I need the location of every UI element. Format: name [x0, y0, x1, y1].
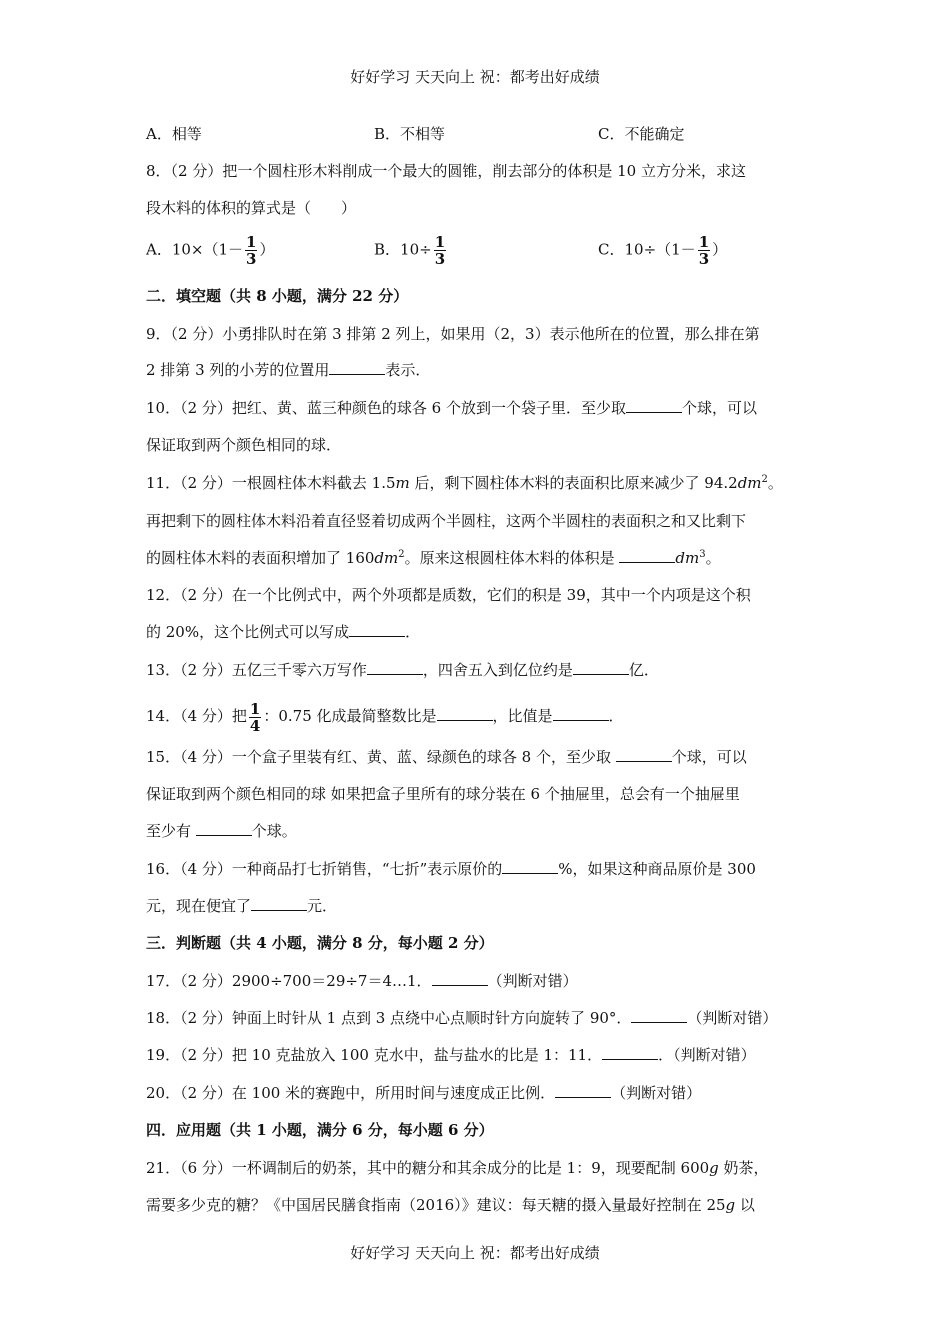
- section-2-heading: 二．填空题（共 8 小题，满分 22 分）: [146, 287, 409, 305]
- q8-option-c-prefix: C．10÷（1－: [598, 240, 696, 259]
- unit-g: g: [725, 1196, 736, 1214]
- page-footer: 好好学习 天天向上 祝：都考出好成绩: [350, 1244, 600, 1262]
- q13-text-c: 亿．: [628, 661, 659, 679]
- q21-text-d: 以: [735, 1196, 755, 1214]
- answer-blank[interactable]: [573, 660, 629, 675]
- answer-blank[interactable]: [251, 896, 307, 911]
- section-3-heading: 三．判断题（共 4 小题，满分 8 分，每小题 2 分）: [146, 934, 494, 952]
- fraction-numerator: 1: [246, 233, 257, 251]
- fraction-numerator: 1: [434, 233, 446, 251]
- q15-text-c: 至少有: [146, 822, 196, 840]
- q11-text-a: 11．（2 分）一根圆柱体木料截去 1.5: [146, 474, 396, 492]
- q14-text-b: ：0.75 化成最简整数比是: [263, 707, 437, 725]
- answer-blank[interactable]: [367, 660, 423, 675]
- unit-dm: dm: [374, 549, 399, 567]
- q8-line-2: 段木料的体积的算式是（ ）: [146, 199, 357, 217]
- q21-text-b: 奶茶，: [718, 1159, 769, 1177]
- q21-line-1: [146, 1158, 769, 1178]
- q21-line-2: [146, 1195, 755, 1215]
- q8-line-1: 8．（2 分）把一个圆柱形木料削成一个最大的圆锥，削去部分的体积是 10 立方分米，求这: [146, 162, 746, 180]
- fraction-denominator: 3: [434, 250, 446, 268]
- q12-line-1: 12．（2 分）在一个比例式中，两个外项都是质数，它们的积是 39，其中一个内项是这个积: [146, 586, 751, 604]
- answer-blank[interactable]: [619, 548, 675, 563]
- q9-line-2: [146, 360, 430, 380]
- q8-option-c-fraction: [698, 234, 710, 267]
- answer-blank[interactable]: [555, 1083, 611, 1098]
- q8-option-c: [598, 234, 727, 267]
- q14-text-a: 14．（4 分）把: [146, 707, 247, 725]
- q15-line-1: [146, 747, 747, 767]
- fraction-denominator: 3: [246, 250, 257, 268]
- unit-g: g: [709, 1159, 719, 1177]
- answer-blank[interactable]: [631, 1008, 687, 1023]
- q17-line: [146, 971, 578, 991]
- page-header: 好好学习 天天向上 祝：都考出好成绩: [350, 68, 600, 86]
- q21-text-a: 21．（6 分）一杯调制后的奶茶，其中的糖分和其余成分的比是 1：9，现要配制 600: [146, 1159, 710, 1177]
- answer-blank[interactable]: [196, 821, 252, 836]
- q15-line-3: [146, 821, 297, 841]
- q11-line-3: [146, 548, 721, 568]
- q15-line-2: 保证取到两个颜色相同的球 如果把盒子里所有的球分装在 6 个抽屉里，总会有一个抽屉里: [146, 785, 740, 803]
- q14-text-c: ，比值是: [492, 707, 553, 725]
- unit-dm: dm: [737, 474, 762, 492]
- q20-text-a: 20．（2 分）在 100 米的赛跑中，所用时间与速度成正比例．: [146, 1084, 556, 1102]
- q20-text-b: （判断对错）: [611, 1084, 702, 1102]
- fraction-denominator: 3: [698, 250, 710, 268]
- q21-text-c: 需要多少克的糖？《中国居民膳食指南（2016）》建议：每天糖的摄入量最好控制在 25: [146, 1196, 726, 1214]
- q7-option-c: C．不能确定: [598, 125, 685, 143]
- answer-blank[interactable]: [602, 1045, 658, 1060]
- fraction-denominator: 4: [249, 716, 261, 735]
- q16-line-1: [146, 859, 756, 879]
- superscript-2: 2: [761, 474, 768, 485]
- q11-text-d: 的圆柱体木料的表面积增加了 160: [146, 549, 375, 567]
- q11-line-2: 再把剩下的圆柱体木料沿着直径竖着切成两个半圆柱，这两个半圆柱的表面积之和又比剩下: [146, 512, 747, 530]
- q10-line-1: [146, 398, 757, 418]
- q19-line: [146, 1045, 756, 1065]
- q8-option-a-prefix: A．10×（1－: [146, 240, 244, 259]
- q13-text-b: ，四舍五入到亿位约是: [422, 661, 573, 679]
- q11-line-1: [146, 473, 783, 493]
- q7-option-a: A．相等: [146, 125, 202, 143]
- q19-text-a: 19．（2 分）把 10 克盐放入 100 克水中，盐与盐水的比是 1：11．: [146, 1046, 603, 1064]
- q13-line: [146, 660, 659, 680]
- q8-option-c-suffix: ）: [712, 240, 728, 259]
- q9-text-a: 2 排第 3 列的小芳的位置用: [146, 361, 330, 379]
- answer-blank[interactable]: [437, 706, 493, 721]
- q17-text-a: 17．（2 分）2900÷700＝29÷7＝4…1．: [146, 972, 432, 990]
- q18-line: [146, 1008, 777, 1028]
- fraction-numerator: 1: [698, 233, 710, 251]
- superscript-3: 3: [699, 549, 706, 560]
- q15-text-b: 个球，可以: [671, 748, 747, 766]
- q16-text-c: 元，现在便宜了: [146, 897, 252, 915]
- q18-text-b: （判断对错）: [687, 1009, 778, 1027]
- q16-text-a: 16．（4 分）一种商品打七折销售，“七折”表示原价的: [146, 860, 503, 878]
- q15-text-a: 15．（4 分）一个盒子里装有红、黄、蓝、绿颜色的球各 8 个，至少取: [146, 748, 616, 766]
- q19-text-b: ．（判断对错）: [658, 1046, 756, 1064]
- q16-text-d: 元．: [307, 897, 338, 915]
- q14-line: [146, 698, 624, 734]
- q15-text-d: 个球。: [251, 822, 297, 840]
- q14-text-d: ．: [608, 707, 624, 725]
- q12-text-a: 的 20%，这个比例式可以写成: [146, 623, 350, 641]
- q12-line-2: [146, 622, 420, 642]
- unit-m: m: [395, 474, 410, 492]
- section-4-heading: 四．应用题（共 1 小题，满分 6 分，每小题 6 分）: [146, 1121, 494, 1139]
- q16-text-b: %，如果这种商品原价是 300: [558, 860, 756, 878]
- q8-option-b-fraction: [434, 234, 446, 267]
- q12-text-b: ．: [405, 623, 421, 641]
- fraction-numerator: 1: [249, 699, 261, 718]
- q16-line-2: [146, 896, 337, 916]
- q8-option-a: [146, 234, 275, 267]
- q14-fraction: [249, 701, 261, 734]
- unit-dm: dm: [675, 549, 700, 567]
- q8-option-a-suffix: ）: [259, 240, 275, 259]
- answer-blank[interactable]: [553, 706, 609, 721]
- q11-text-f: 。: [705, 549, 721, 567]
- q8-option-b-prefix: B．10÷: [374, 240, 432, 259]
- q11-text-e: 。原来这根圆柱体木料的体积是: [404, 549, 620, 567]
- superscript-2: 2: [398, 549, 405, 560]
- q11-text-b: 后，剩下圆柱体木料的表面积比原来减少了 94.2: [409, 474, 738, 492]
- q20-line: [146, 1083, 701, 1103]
- q18-text-a: 18．（2 分）钟面上时针从 1 点到 3 点绕中心点顺时针方向旋转了 90°．: [146, 1009, 632, 1027]
- answer-blank[interactable]: [349, 622, 405, 637]
- q8-option-b: [374, 234, 448, 267]
- q9-line-1: 9．（2 分）小勇排队时在第 3 排第 2 列上，如果用（2，3）表示他所在的位置，那么排在第: [146, 325, 760, 343]
- answer-blank[interactable]: [616, 747, 672, 762]
- q8-option-a-fraction: [245, 234, 257, 267]
- q10-text-a: 10．（2 分）把红、黄、蓝三种颜色的球各 6 个放到一个袋子里．至少取: [146, 399, 626, 417]
- answer-blank[interactable]: [626, 398, 682, 413]
- q11-text-c: 。: [767, 474, 783, 492]
- q13-text-a: 13．（2 分）五亿三千零六万写作: [146, 661, 367, 679]
- answer-blank[interactable]: [502, 859, 558, 874]
- answer-blank[interactable]: [432, 971, 488, 986]
- q17-text-b: （判断对错）: [487, 972, 578, 990]
- q7-option-b: B．不相等: [374, 125, 446, 143]
- q10-line-2: 保证取到两个颜色相同的球．: [146, 436, 342, 454]
- answer-blank[interactable]: [329, 360, 385, 375]
- q9-text-b: 表示．: [385, 361, 431, 379]
- q10-text-b: 个球，可以: [681, 399, 757, 417]
